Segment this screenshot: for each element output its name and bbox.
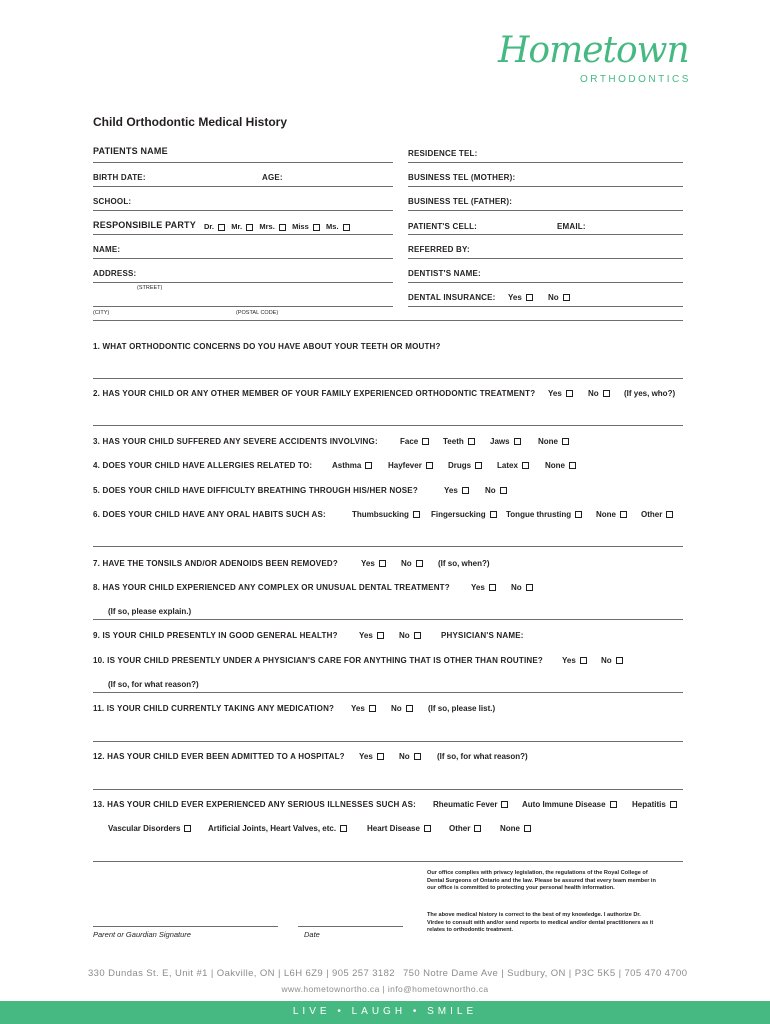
- q5-yes-checkbox[interactable]: [462, 487, 469, 494]
- question-13: 13. HAS YOUR CHILD EVER EXPERIENCED ANY SERIOUS ILLNESSES SUCH AS:: [93, 800, 417, 809]
- q10-yes: Yes: [562, 656, 587, 665]
- footer-address-oakville: 330 Dundas St. E, Unit #1 | Oakville, ON | L6H 6Z9 | 905 257 3182: [88, 968, 395, 979]
- title-mr-label: Mr.: [231, 222, 243, 231]
- question-5: 5. DOES YOUR CHILD HAVE DIFFICULTY BREATHING THROUGH HIS/HER NOSE?: [93, 486, 418, 495]
- residence-tel-label: RESIDENCE TEL:: [408, 149, 478, 158]
- q13-heart-disease-checkbox[interactable]: [424, 825, 431, 832]
- title-miss-checkbox[interactable]: [313, 224, 320, 231]
- q2-note: (If yes, who?): [624, 389, 676, 398]
- q11-no-checkbox[interactable]: [406, 705, 413, 712]
- q6-fingersucking: Fingersucking: [431, 510, 497, 519]
- q11-yes-checkbox[interactable]: [369, 705, 376, 712]
- q13-auto-immune: Auto Immune Disease: [522, 800, 617, 809]
- school-label: SCHOOL:: [93, 197, 132, 206]
- form-title: Child Orthodontic Medical History: [93, 115, 288, 129]
- signature-label: Parent or Gaurdian Signature: [93, 930, 191, 939]
- title-ms-checkbox[interactable]: [343, 224, 350, 231]
- question-1-answer[interactable]: [93, 378, 683, 379]
- q2-yes: Yes: [548, 389, 573, 398]
- q13-hepatitis: Hepatitis: [632, 800, 677, 809]
- q4-none-checkbox[interactable]: [569, 462, 576, 469]
- address-city-field[interactable]: [93, 306, 393, 307]
- residence-tel-field[interactable]: [408, 162, 683, 163]
- name-field[interactable]: [93, 258, 393, 259]
- q6-none-checkbox[interactable]: [620, 511, 627, 518]
- dental-insurance-no-checkbox[interactable]: [563, 294, 570, 301]
- name-label: NAME:: [93, 245, 121, 254]
- q4-drugs-checkbox[interactable]: [475, 462, 482, 469]
- q10-no-checkbox[interactable]: [616, 657, 623, 664]
- q6-other-checkbox[interactable]: [666, 511, 673, 518]
- question-8: 8. HAS YOUR CHILD EXPERIENCED ANY COMPLEX OR UNUSUAL DENTAL TREATMENT?: [93, 583, 450, 592]
- birth-date-label: BIRTH DATE:: [93, 173, 146, 182]
- title-miss-label: Miss: [292, 222, 309, 231]
- title-mr-checkbox[interactable]: [246, 224, 253, 231]
- q8-yes-checkbox[interactable]: [489, 584, 496, 591]
- birth-date-field[interactable]: [93, 186, 393, 187]
- business-tel-father-label: BUSINESS TEL (FATHER):: [408, 197, 513, 206]
- business-tel-mother-label: BUSINESS TEL (MOTHER):: [408, 173, 516, 182]
- q12-yes: Yes: [359, 752, 384, 761]
- question-6-answer[interactable]: [93, 546, 683, 547]
- q13-artificial-joints: Artificial Joints, Heart Valves, etc.: [208, 824, 347, 833]
- q7-note: (If so, when?): [438, 559, 490, 568]
- date-label: Date: [304, 930, 320, 939]
- q12-note: (If so, for what reason?): [437, 752, 528, 761]
- q3-none-checkbox[interactable]: [562, 438, 569, 445]
- date-field[interactable]: [298, 926, 403, 927]
- q6-other: Other: [641, 510, 673, 519]
- q3-face-checkbox[interactable]: [422, 438, 429, 445]
- address-label: ADDRESS:: [93, 269, 137, 278]
- dentists-name-field[interactable]: [408, 282, 683, 283]
- dentists-name-label: DENTIST'S NAME:: [408, 269, 481, 278]
- question-10: 10. IS YOUR CHILD PRESENTLY UNDER A PHYSICIAN'S CARE FOR ANYTHING THAT IS OTHER THAN ROUTINE?: [93, 656, 544, 665]
- dental-insurance-label: DENTAL INSURANCE:: [408, 293, 496, 302]
- question-1: 1. WHAT ORTHODONTIC CONCERNS DO YOU HAVE ABOUT YOUR TEETH OR MOUTH?: [93, 342, 441, 351]
- q13-artificial-joints-checkbox[interactable]: [340, 825, 347, 832]
- q13-vascular-checkbox[interactable]: [184, 825, 191, 832]
- question-11: 11. IS YOUR CHILD CURRENTLY TAKING ANY MEDICATION?: [93, 704, 335, 713]
- signature-field[interactable]: [93, 926, 278, 927]
- q3-none: None: [538, 437, 569, 446]
- q13-rheumatic-fever-checkbox[interactable]: [501, 801, 508, 808]
- dental-insurance-yes-checkbox[interactable]: [526, 294, 533, 301]
- question-9: 9. IS YOUR CHILD PRESENTLY IN GOOD GENERAL HEALTH?: [93, 631, 338, 640]
- q10-yes-checkbox[interactable]: [580, 657, 587, 664]
- q3-jaws: Jaws: [490, 437, 521, 446]
- responsible-party-label: RESPONSIBILE PARTY: [93, 220, 196, 230]
- q3-jaws-checkbox[interactable]: [514, 438, 521, 445]
- title-options: [204, 222, 350, 231]
- q7-yes-checkbox[interactable]: [379, 560, 386, 567]
- q4-hayfever: Hayfever: [388, 461, 433, 470]
- q3-teeth: Teeth: [443, 437, 475, 446]
- q12-no-checkbox[interactable]: [414, 753, 421, 760]
- tagline: LIVE • LAUGH • SMILE: [292, 1006, 478, 1017]
- patients-cell-label: PATIENT'S CELL:: [408, 222, 478, 231]
- dental-insurance-field[interactable]: [408, 306, 683, 307]
- q3-face: Face: [400, 437, 429, 446]
- q4-latex-checkbox[interactable]: [522, 462, 529, 469]
- q4-latex: Latex: [497, 461, 529, 470]
- q8-yes: Yes: [471, 583, 496, 592]
- age-label: AGE:: [262, 173, 283, 182]
- q13-other: Other: [449, 824, 481, 833]
- dental-insurance-yes: Yes: [508, 293, 533, 302]
- q11-yes: Yes: [351, 704, 376, 713]
- q4-asthma-checkbox[interactable]: [365, 462, 372, 469]
- referred-by-label: REFERRED BY:: [408, 245, 470, 254]
- q6-tongue-thrusting: Tongue thrusting: [506, 510, 582, 519]
- q4-asthma: Asthma: [332, 461, 372, 470]
- address-postal-field[interactable]: [93, 320, 683, 321]
- q13-rheumatic-fever: Rheumatic Fever: [433, 800, 508, 809]
- q8-no-checkbox[interactable]: [526, 584, 533, 591]
- email-label: EMAIL:: [557, 222, 586, 231]
- q6-fingersucking-checkbox[interactable]: [490, 511, 497, 518]
- question-7: 7. HAVE THE TONSILS AND/OR ADENOIDS BEEN REMOVED?: [93, 559, 338, 568]
- q13-other-checkbox[interactable]: [474, 825, 481, 832]
- footer-address-sudbury: 750 Notre Dame Ave | Sudbury, ON | P3C 5K5 | 705 470 4700: [403, 968, 688, 979]
- q9-no: No: [399, 631, 421, 640]
- question-4: 4. DOES YOUR CHILD HAVE ALLERGIES RELATED TO:: [93, 461, 313, 470]
- q5-no: No: [485, 486, 507, 495]
- q10-no: No: [601, 656, 623, 665]
- q7-yes: Yes: [361, 559, 386, 568]
- school-field[interactable]: [93, 210, 393, 211]
- postal-code-caption: (POSTAL CODE): [236, 310, 279, 316]
- q13-heart-disease: Heart Disease: [367, 824, 431, 833]
- q9-yes-checkbox[interactable]: [377, 632, 384, 639]
- patients-name-field[interactable]: [93, 162, 393, 163]
- title-ms-label: Ms.: [326, 222, 339, 231]
- q13-none-checkbox[interactable]: [524, 825, 531, 832]
- q4-none: None: [545, 461, 576, 470]
- physicians-name-label: PHYSICIAN'S NAME:: [441, 631, 524, 640]
- patients-name-label: PATIENTS NAME: [93, 146, 168, 156]
- q13-none: None: [500, 824, 531, 833]
- patients-cell-field[interactable]: [408, 234, 683, 235]
- question-3: 3. HAS YOUR CHILD SUFFERED ANY SEVERE ACCIDENTS INVOLVING:: [93, 437, 378, 446]
- title-mrs-label: Mrs.: [259, 222, 275, 231]
- referred-by-field[interactable]: [408, 258, 683, 259]
- q10-note: (If so, for what reason?): [108, 680, 199, 689]
- q2-no-checkbox[interactable]: [603, 390, 610, 397]
- footer-web[interactable]: www.hometownortho.ca | info@hometownortho.ca: [281, 984, 489, 994]
- question-13-answer[interactable]: [93, 861, 683, 862]
- privacy-notice: Our office complies with privacy legislation, the regulations of the Royal College of Dental Surgeons of Ontario and the law. Please be assured that every team member in our office is committed to protecting your personal health information.: [427, 870, 656, 892]
- tagline-band: [0, 1001, 770, 1024]
- question-10-answer[interactable]: [93, 692, 683, 693]
- q12-no: No: [399, 752, 421, 761]
- question-6: 6. DOES YOUR CHILD HAVE ANY ORAL HABITS SUCH AS:: [93, 510, 326, 519]
- q5-no-checkbox[interactable]: [500, 487, 507, 494]
- address-street-field[interactable]: [93, 282, 393, 283]
- business-tel-mother-field[interactable]: [408, 186, 683, 187]
- q6-thumbsucking: Thumbsucking: [352, 510, 420, 519]
- q8-note: (If so, please explain.): [108, 607, 192, 616]
- title-dr-label: Dr.: [204, 222, 215, 231]
- q2-no: No: [588, 389, 610, 398]
- question-8-answer[interactable]: [93, 619, 683, 620]
- question-12: 12. HAS YOUR CHILD EVER BEEN ADMITTED TO A HOSPITAL?: [93, 752, 345, 761]
- q13-vascular: Vascular Disorders: [108, 824, 191, 833]
- q12-yes-checkbox[interactable]: [377, 753, 384, 760]
- q7-no-checkbox[interactable]: [416, 560, 423, 567]
- q13-hepatitis-checkbox[interactable]: [670, 801, 677, 808]
- authorization-notice: The above medical history is correct to the best of my knowledge. I authorize Dr. Virdee to consult with and/or send reports to medical and/or dental practitioners as it relates to orthodontic treatment.: [427, 912, 654, 934]
- q6-tongue-thrusting-checkbox[interactable]: [575, 511, 582, 518]
- q2-yes-checkbox[interactable]: [566, 390, 573, 397]
- dental-insurance-no: No: [548, 293, 570, 302]
- q5-yes: Yes: [444, 486, 469, 495]
- q8-no: No: [511, 583, 533, 592]
- q6-thumbsucking-checkbox[interactable]: [413, 511, 420, 518]
- q13-auto-immune-checkbox[interactable]: [610, 801, 617, 808]
- question-2-answer[interactable]: [93, 425, 683, 426]
- question-2: 2. HAS YOUR CHILD OR ANY OTHER MEMBER OF YOUR FAMILY EXPERIENCED ORTHODONTIC TREATMENT?: [93, 389, 536, 398]
- q11-no: No: [391, 704, 413, 713]
- title-dr-checkbox[interactable]: [218, 224, 225, 231]
- q11-note: (If so, please list.): [428, 704, 496, 713]
- q6-none: None: [596, 510, 627, 519]
- q9-yes: Yes: [359, 631, 384, 640]
- street-caption: (STREET): [137, 285, 163, 291]
- title-mrs-checkbox[interactable]: [279, 224, 286, 231]
- q4-hayfever-checkbox[interactable]: [426, 462, 433, 469]
- logo-wordmark: Hometown: [498, 30, 689, 71]
- q3-teeth-checkbox[interactable]: [468, 438, 475, 445]
- q9-no-checkbox[interactable]: [414, 632, 421, 639]
- business-tel-father-field[interactable]: [408, 210, 683, 211]
- city-caption: (CITY): [93, 310, 110, 316]
- responsible-party-field[interactable]: [93, 234, 393, 235]
- question-11-answer[interactable]: [93, 741, 683, 742]
- logo-subtitle: ORTHODONTICS: [580, 74, 691, 85]
- question-12-answer[interactable]: [93, 789, 683, 790]
- q7-no: No: [401, 559, 423, 568]
- q4-drugs: Drugs: [448, 461, 482, 470]
